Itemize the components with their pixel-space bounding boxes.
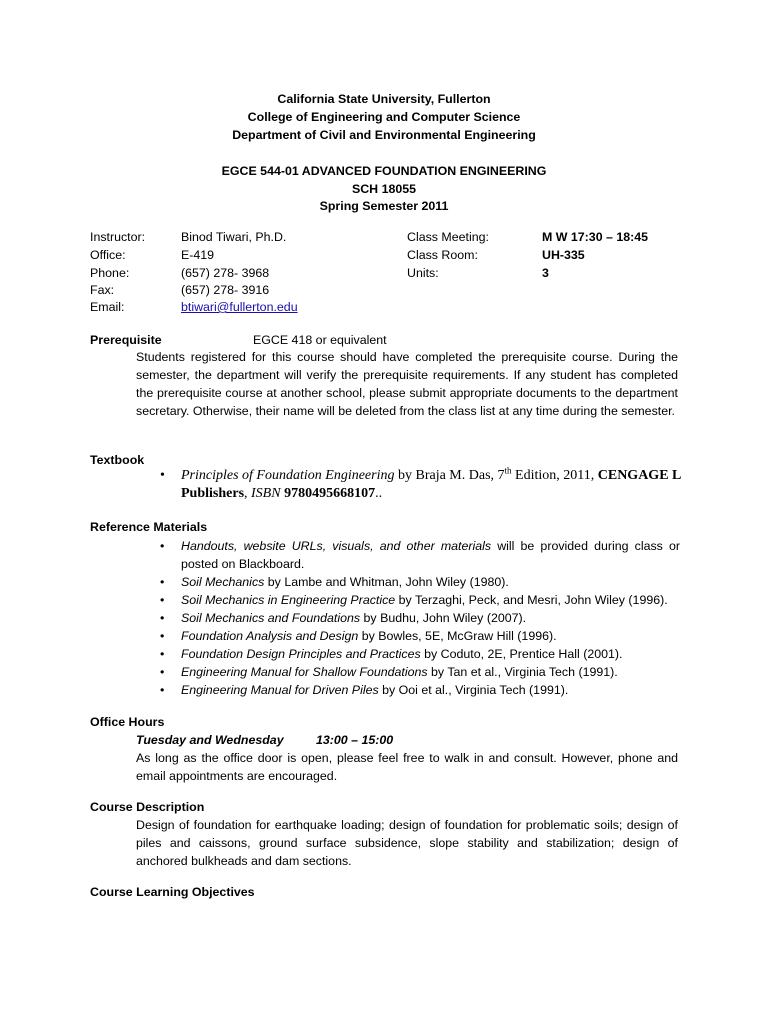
- prerequisite-heading: Prerequisite: [90, 333, 162, 347]
- textbook-isbn-label: ISBN: [251, 486, 281, 501]
- instructor-label: Instructor:: [90, 230, 146, 244]
- reference-item: [160, 591, 680, 609]
- email-label: Email:: [90, 300, 125, 314]
- reference-item: [160, 537, 680, 573]
- reference-title: Foundation Analysis and Design: [181, 629, 359, 643]
- textbook-title: Principles of Foundation Engineering: [181, 468, 395, 483]
- units-value: 3: [542, 266, 549, 280]
- reference-item: [160, 645, 680, 663]
- bullet: •: [160, 593, 165, 607]
- reference-title: Handouts, website URLs, visuals, and other materials: [181, 539, 492, 553]
- textbook-author: by Braja M. Das, 7: [394, 468, 505, 483]
- textbook-edition-sup: th: [504, 465, 512, 476]
- fax-value: (657) 278- 3916: [181, 283, 270, 297]
- reference-detail: by Ooi et al., Virginia Tech (1991).: [378, 683, 569, 697]
- office-hours-text: As long as the office door is open, please feel free to walk in and consult. However, phone and email appointments are encouraged.: [136, 751, 678, 783]
- email-link[interactable]: btiwari@fullerton.edu: [181, 300, 298, 314]
- reference-detail: by Tan et al., Virginia Tech (1991).: [427, 665, 618, 679]
- textbook-edition: Edition, 2011,: [511, 468, 598, 483]
- reference-item: [160, 663, 680, 681]
- reference-detail: will be provided during class or posted on Blackboard.: [181, 539, 680, 571]
- reference-title: Soil Mechanics: [181, 575, 265, 589]
- prerequisite-value: EGCE 418 or equivalent: [253, 333, 387, 347]
- reference-title: Soil Mechanics in Engineering Practice: [181, 593, 396, 607]
- university-name: California State University, Fullerton: [277, 92, 491, 106]
- reference-title: Engineering Manual for Driven Piles: [181, 683, 379, 697]
- bullet: •: [160, 539, 165, 553]
- bullet: •: [160, 665, 165, 679]
- textbook-tail: ..: [375, 486, 383, 501]
- reference-detail: by Coduto, 2E, Prentice Hall (2001).: [420, 647, 623, 661]
- textbook-entry-line2: Publishers, ISBN 9780495668107..: [181, 486, 383, 501]
- semester: Spring Semester 2011: [319, 199, 449, 213]
- bullet: •: [160, 683, 165, 697]
- reference-item: [160, 609, 680, 627]
- bullet: •: [160, 629, 165, 643]
- office-hours-time: 13:00 – 15:00: [316, 733, 394, 747]
- instructor-value: Binod Tiwari, Ph.D.: [181, 230, 287, 244]
- course-sch: SCH 18055: [351, 182, 417, 196]
- textbook-publisher-line1: CENGAGE L: [597, 468, 682, 483]
- references-heading: Reference Materials: [90, 520, 208, 534]
- units-label: Units:: [407, 266, 439, 280]
- reference-item: [160, 573, 680, 591]
- class-meeting-label: Class Meeting:: [407, 230, 489, 244]
- college-name: College of Engineering and Computer Science: [247, 110, 521, 124]
- class-room-value: UH-335: [542, 248, 585, 262]
- reference-title: Engineering Manual for Shallow Foundations: [181, 665, 428, 679]
- bullet: •: [160, 611, 165, 625]
- course-description-text: Design of foundation for earthquake loading; design of foundation for problematic soils; design of piles and caissons, ground surface subsidence, slope stability and stabilization; design of anchored bulkheads and dam sections.: [136, 818, 678, 868]
- fax-label: Fax:: [90, 283, 115, 297]
- office-hours-heading: Office Hours: [90, 715, 165, 729]
- textbook-publisher-line2: Publishers: [181, 486, 245, 501]
- reference-item: [160, 681, 680, 699]
- phone-value: (657) 278- 3968: [181, 266, 270, 280]
- reference-detail: by Lambe and Whitman, John Wiley (1980).: [264, 575, 509, 589]
- course-description-heading: Course Description: [90, 800, 205, 814]
- textbook-heading: Textbook: [90, 453, 145, 467]
- textbook-bullet: •: [160, 468, 165, 483]
- reference-item: [160, 627, 680, 645]
- references-list: [160, 537, 680, 699]
- course-title: EGCE 544-01 ADVANCED FOUNDATION ENGINEERING: [221, 164, 547, 178]
- reference-detail: by Budhu, John Wiley (2007).: [360, 611, 527, 625]
- reference-title: Foundation Design Principles and Practices: [181, 647, 421, 661]
- office-hours-days: Tuesday and Wednesday: [136, 733, 284, 747]
- textbook-entry: [181, 467, 681, 485]
- prerequisite-text: Students registered for this course should have completed the prerequisite course. During the semester, the department will verify the prerequisite requirements. If any student has completed the prerequisite course at another school, please submit appropriate documents to the department secretary. Otherwise, their name will be deleted from the class list at any time during the semester.: [136, 350, 678, 418]
- class-meeting-value: M W 17:30 – 18:45: [542, 230, 649, 244]
- bullet: •: [160, 647, 165, 661]
- textbook-isbn: 9780495668107: [284, 486, 376, 501]
- learning-objectives-heading: Course Learning Objectives: [90, 885, 255, 899]
- office-value: E-419: [181, 248, 215, 262]
- department-name: Department of Civil and Environmental Engineering: [232, 128, 536, 142]
- office-label: Office:: [90, 248, 126, 262]
- bullet: •: [160, 575, 165, 589]
- phone-label: Phone:: [90, 266, 130, 280]
- reference-detail: by Bowles, 5E, McGraw Hill (1996).: [358, 629, 557, 643]
- reference-title: Soil Mechanics and Foundations: [181, 611, 361, 625]
- reference-detail: by Terzaghi, Peck, and Mesri, John Wiley (1996).: [395, 593, 668, 607]
- class-room-label: Class Room:: [407, 248, 478, 262]
